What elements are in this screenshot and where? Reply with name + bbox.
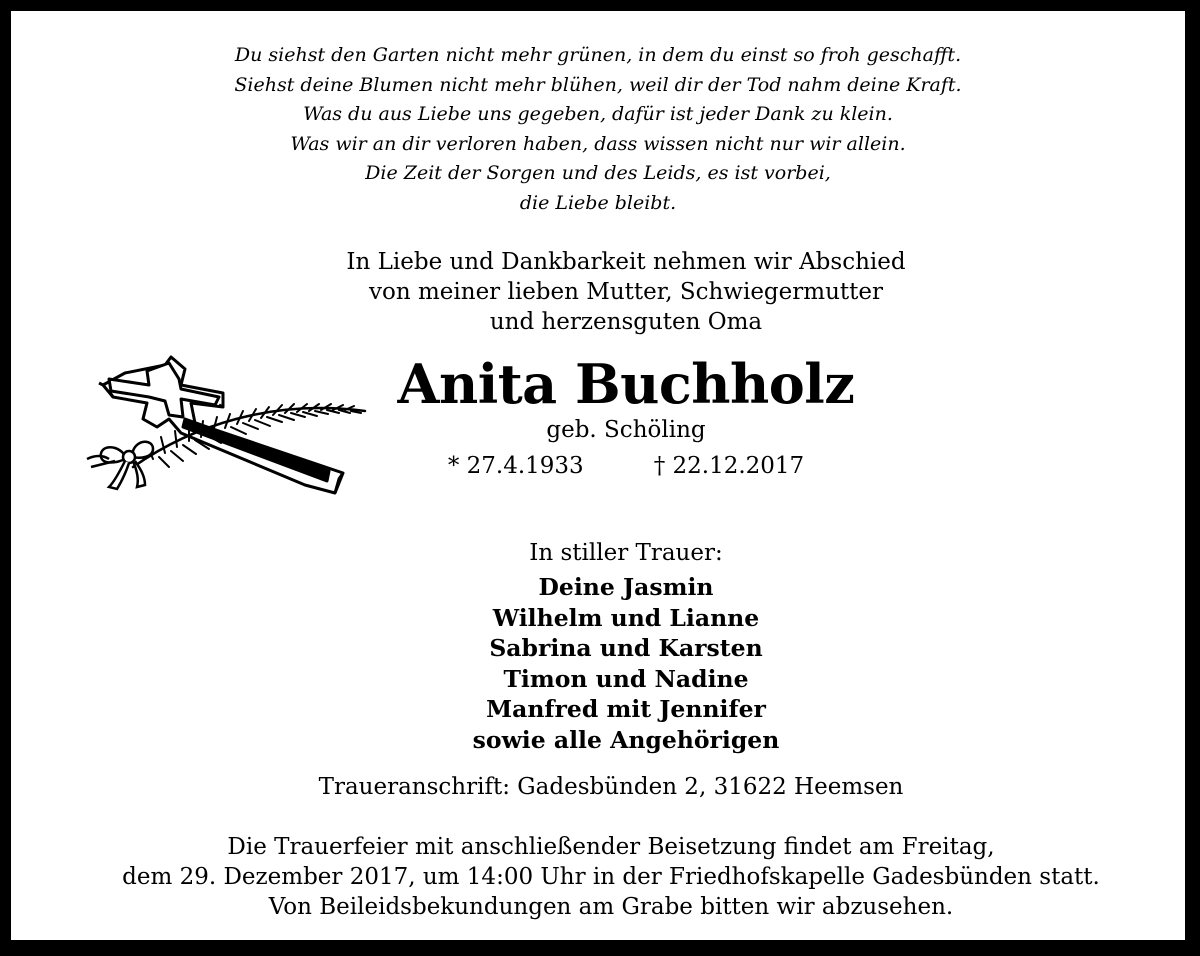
mourner-name: Sabrina und Karsten — [489, 634, 763, 662]
obituary-notice — [11, 11, 1185, 940]
mourner-name: Wilhelm und Lianne — [492, 603, 760, 632]
poem — [11, 41, 1185, 218]
ceremony-line: dem 29. Dezember 2017, um 14:00 Uhr in der Friedhofskapelle Gadesbünden statt. — [122, 864, 1100, 890]
mourning-address: Traueranschrift: Gadesbünden 2, 31622 Heemsen — [318, 774, 904, 800]
maiden-name: geb. Schöling — [546, 417, 706, 443]
ceremony-info — [11, 832, 1185, 922]
ceremony-line: Von Beileidsbekundungen am Grabe bitten wir abzusehen. — [268, 894, 954, 920]
life-dates — [11, 451, 1185, 481]
poem-line: Was wir an dir verloren haben, dass wissen nicht nur wir allein. — [290, 132, 906, 155]
deceased-name: Anita Buchholz — [397, 352, 855, 416]
intro-line: von meiner lieben Mutter, Schwiegermutter — [369, 279, 883, 305]
poem-line: Siehst deine Blumen nicht mehr blühen, weil dir der Tod nahm deine Kraft. — [234, 73, 962, 96]
mourner-name: Deine Jasmin — [538, 573, 714, 601]
mourner-name: Manfred mit Jennifer — [486, 695, 766, 723]
mourner-name: Timon und Nadine — [503, 664, 749, 693]
birth-date: * 27.4.1933 — [447, 453, 584, 479]
poem-line: Was du aus Liebe uns gegeben, dafür ist jeder Dank zu klein. — [303, 103, 893, 125]
death-date: † 22.12.2017 — [653, 453, 805, 479]
intro-line: und herzensguten Oma — [489, 309, 763, 335]
ceremony-line: Die Trauerfeier mit anschließender Beisetzung findet am Freitag, — [227, 834, 995, 860]
intro-line: In Liebe und Dankbarkeit nehmen wir Abschied — [346, 249, 906, 275]
mourning-label: In stiller Trauer: — [529, 540, 723, 566]
poem-line: die Liebe bleibt. — [519, 191, 677, 214]
poem-line: Du siehst den Garten nicht mehr grünen, in dem du einst so froh geschafft. — [234, 44, 962, 66]
poem-line: Die Zeit der Sorgen und des Leids, es ist vorbei, — [365, 162, 831, 184]
mourners-list — [11, 572, 1185, 755]
mourner-name: sowie alle Angehörigen — [472, 725, 780, 754]
farewell-intro — [11, 247, 1185, 337]
